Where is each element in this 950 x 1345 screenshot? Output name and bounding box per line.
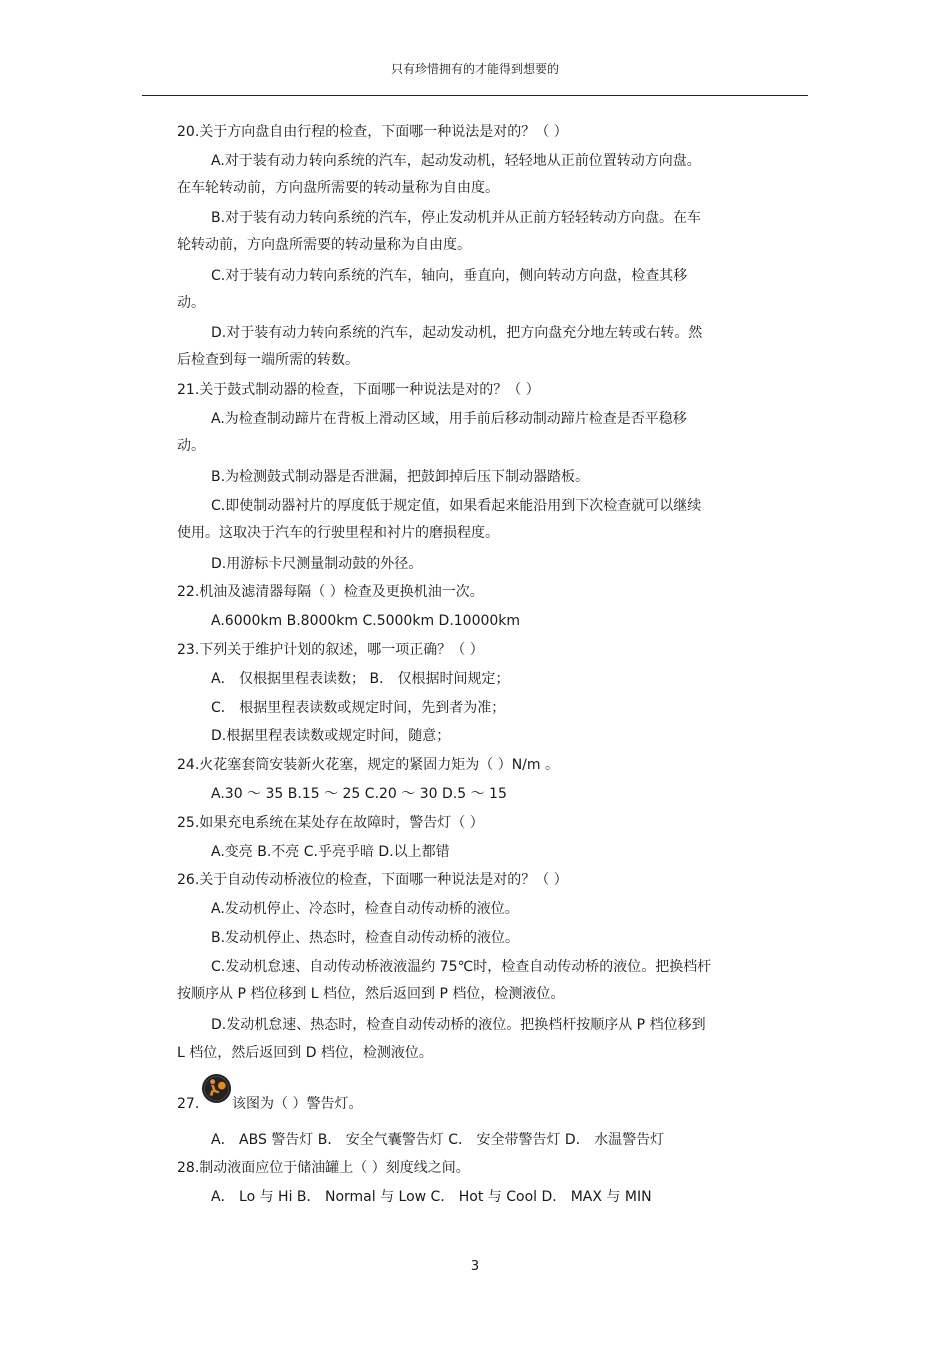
option-21c-cont: 使用。这取决于汽车的行驶里程和衬片的磨损程度。 — [177, 525, 499, 541]
question-23: 23.下列关于维护计划的叙述，哪一项正确？（ ） — [177, 642, 484, 658]
option-26c-cont: 按顺序从 P 档位移到 L 档位，然后返回到 P 档位，检测液位。 — [177, 986, 565, 1002]
options-25: A.变亮 B.不亮 C.乎亮乎暗 D.以上都错 — [211, 844, 450, 860]
question-24: 24.火花塞套筒安装新火花塞，规定的紧固力矩为（ ）N/m 。 — [177, 757, 559, 773]
question-26: 26.关于自动传动桥液位的检查，下面哪一种说法是对的？（ ） — [177, 872, 568, 888]
option-21b: B.为检测鼓式制动器是否泄漏，把鼓卸掉后压下制动器踏板。 — [211, 469, 590, 485]
option-20c-cont: 动。 — [177, 295, 205, 311]
page-header-title: 只有珍惜拥有的才能得到想要的 — [390, 62, 559, 76]
option-26a: A.发动机停止、冷态时，检查自动传动桥的液位。 — [211, 901, 519, 917]
options-23ab: A． 仅根据里程表读数； B． 仅根据时间规定； — [211, 671, 510, 687]
option-26d-cont: L 档位，然后返回到 D 档位，检测液位。 — [177, 1045, 433, 1061]
option-26b: B.发动机停止、热态时，检查自动传动桥的液位。 — [211, 930, 520, 946]
option-20d: D.对于装有动力转向系统的汽车，起动发动机，把方向盘充分地左转或右转。然 — [211, 325, 703, 341]
options-27: A． ABS 警告灯 B． 安全气囊警告灯 C． 安全带警告灯 D． 水温警告灯 — [211, 1132, 665, 1148]
option-20b: B.对于装有动力转向系统的汽车，停止发动机并从正前方轻轻转动方向盘。在车 — [211, 210, 702, 226]
option-21d: D.用游标卡尺测量制动鼓的外径。 — [211, 556, 423, 572]
option-20d-cont: 后检查到每一端所需的转数。 — [177, 352, 359, 368]
option-21a-cont: 动。 — [177, 438, 205, 454]
question-28: 28.制动液面应位于储油罐上（ ）刻度线之间。 — [177, 1160, 470, 1176]
options-24: A.30 ～ 35 B.15 ～ 25 C.20 ～ 30 D.5 ～ 15 — [211, 786, 507, 802]
option-26c: C.发动机怠速、自动传动桥液液温约 75℃时，检查自动传动桥的液位。把换档杆 — [211, 959, 712, 975]
option-21a: A.为检查制动蹄片在背板上滑动区域，用手前后移动制动蹄片检查是否平稳移 — [211, 411, 687, 427]
option-21c: C.即使制动器衬片的厚度低于规定值，如果看起来能沿用到下次检查就可以继续 — [211, 498, 702, 514]
question-21: 21.关于鼓式制动器的检查，下面哪一种说法是对的？（ ） — [177, 382, 540, 398]
question-25: 25.如果充电系统在某处存在故障时，警告灯（ ） — [177, 815, 484, 831]
page-number: 3 — [470, 1259, 480, 1274]
option-20c: C.对于装有动力转向系统的汽车，轴向，垂直向，侧向转动方向盘，检查其移 — [211, 268, 688, 284]
options-22: A.6000km B.8000km C.5000km D.10000km — [211, 613, 521, 629]
option-23d: D.根据里程表读数或规定时间，随意； — [211, 728, 451, 744]
option-20a-cont: 在车轮转动前，方向盘所需要的转动量称为自由度。 — [177, 180, 499, 196]
question-20: 20.关于方向盘自由行程的检查，下面哪一种说法是对的？（ ） — [177, 124, 568, 140]
airbag-warning-icon — [201, 1073, 232, 1104]
header-divider — [142, 95, 808, 96]
question-27-number: 27. — [177, 1096, 200, 1112]
option-20a: A.对于装有动力转向系统的汽车，起动发动机，轻轻地从正前位置转动方向盘。 — [211, 153, 701, 169]
option-20b-cont: 轮转动前，方向盘所需要的转动量称为自由度。 — [177, 237, 471, 253]
option-23c: C． 根据里程表读数或规定时间，先到者为准； — [211, 700, 506, 716]
question-22: 22.机油及滤清器每隔（ ）检查及更换机油一次。 — [177, 584, 484, 600]
question-27-text: 该图为（ ）警告灯。 — [232, 1096, 363, 1112]
options-28: A． Lo 与 Hi B． Normal 与 Low C． Hot 与 Cool D． MAX 与 MIN — [211, 1189, 652, 1205]
option-26d: D.发动机怠速、热态时，检查自动传动桥的液位。把换档杆按顺序从 P 档位移到 — [211, 1017, 706, 1033]
